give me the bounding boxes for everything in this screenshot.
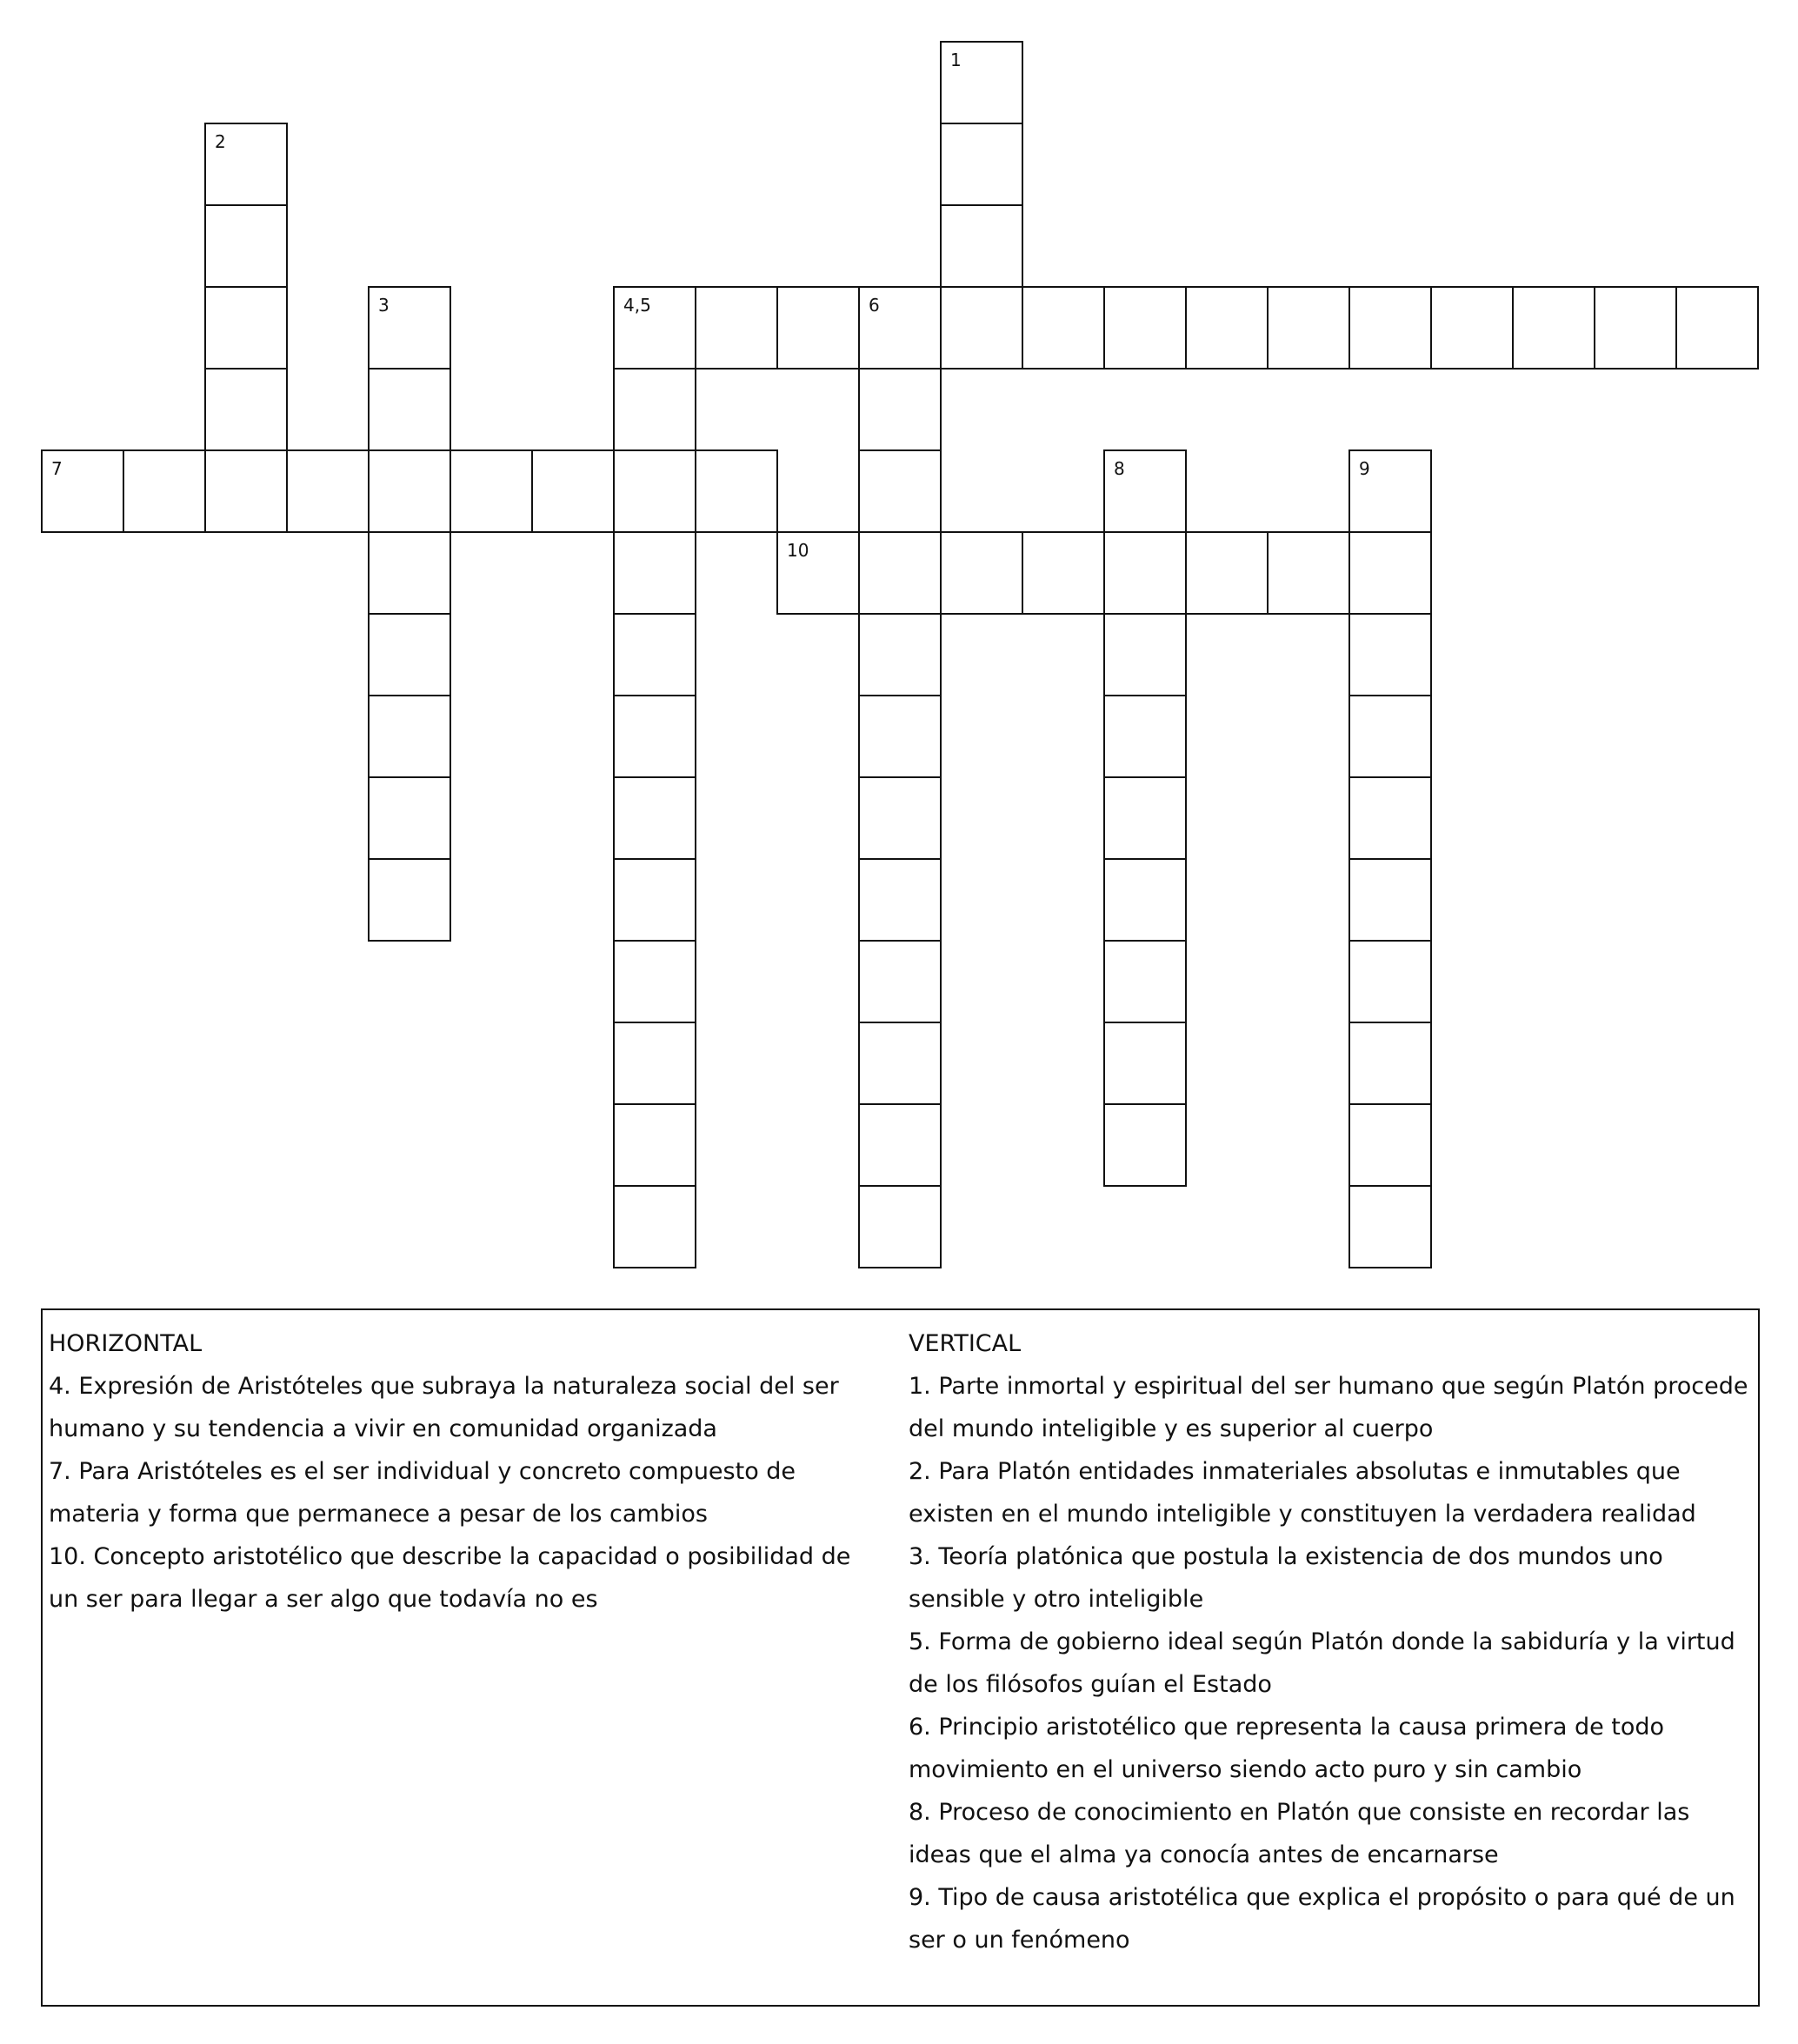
crossword-cell[interactable] xyxy=(1267,531,1350,615)
clues-box xyxy=(41,1308,1760,2007)
crossword-cell[interactable] xyxy=(368,286,451,370)
crossword-cell[interactable] xyxy=(204,204,288,288)
crossword-cell[interactable] xyxy=(613,858,696,942)
crossword-cell[interactable] xyxy=(368,776,451,860)
crossword-cell[interactable] xyxy=(858,695,942,778)
crossword-cell[interactable] xyxy=(1103,449,1187,533)
crossword-cell[interactable] xyxy=(204,368,288,451)
crossword-cell[interactable] xyxy=(531,449,615,533)
crossword-cell[interactable] xyxy=(123,449,206,533)
crossword-cell[interactable] xyxy=(1103,940,1187,1023)
clue-number: 7 xyxy=(51,458,63,479)
clue-number: 6 xyxy=(869,295,880,316)
crossword-cell[interactable] xyxy=(1348,449,1432,533)
crossword-cell[interactable] xyxy=(858,940,942,1023)
crossword-cell[interactable] xyxy=(1103,695,1187,778)
crossword-cell[interactable] xyxy=(776,531,860,615)
clue-horizontal-7: 7. Para Aristóteles es el ser individual y concreto compuesto de materia y forma que permanece a pesar de los cambios xyxy=(49,1458,796,1528)
crossword-cell[interactable] xyxy=(613,1103,696,1187)
crossword-cell[interactable] xyxy=(613,286,696,370)
crossword-cell[interactable] xyxy=(1103,858,1187,942)
crossword-cell[interactable] xyxy=(368,531,451,615)
clue-vertical-1: 1. Parte inmortal y espiritual del ser humano que según Platón procede del mundo inteligible y es superior al cuerpo xyxy=(909,1373,1748,1442)
clue-number: 4,5 xyxy=(623,295,651,316)
crossword-cell[interactable] xyxy=(1185,531,1269,615)
crossword-cell[interactable] xyxy=(41,449,124,533)
crossword-cell[interactable] xyxy=(204,449,288,533)
crossword-cell[interactable] xyxy=(940,204,1023,288)
crossword-cell[interactable] xyxy=(368,858,451,942)
clue-number: 2 xyxy=(215,131,226,152)
vertical-heading: VERTICAL xyxy=(909,1330,1022,1357)
crossword-cell[interactable] xyxy=(858,776,942,860)
crossword-cell[interactable] xyxy=(613,449,696,533)
crossword-cell[interactable] xyxy=(858,1103,942,1187)
crossword-cell[interactable] xyxy=(1348,1022,1432,1105)
crossword-cell[interactable] xyxy=(1348,286,1432,370)
clue-horizontal-4: 4. Expresión de Aristóteles que subraya la naturaleza social del ser humano y su tendencia a vivir en comunidad organizada xyxy=(49,1373,839,1442)
clue-vertical-5: 5. Forma de gobierno ideal según Platón donde la sabiduría y la virtud de los filósofos guían el Estado xyxy=(909,1628,1735,1698)
crossword-cell[interactable] xyxy=(940,286,1023,370)
crossword-cell[interactable] xyxy=(368,695,451,778)
crossword-cell[interactable] xyxy=(1348,613,1432,696)
crossword-cell[interactable] xyxy=(1348,531,1432,615)
crossword-cell[interactable] xyxy=(286,449,370,533)
crossword-cell[interactable] xyxy=(1348,1103,1432,1187)
crossword-cell[interactable] xyxy=(776,286,860,370)
crossword-cell[interactable] xyxy=(613,531,696,615)
crossword-cell[interactable] xyxy=(940,531,1023,615)
crossword-cell[interactable] xyxy=(1022,286,1105,370)
clue-vertical-3: 3. Teoría platónica que postula la existencia de dos mundos uno sensible y otro inteligible xyxy=(909,1543,1663,1613)
crossword-cell[interactable] xyxy=(1103,286,1187,370)
crossword-cell[interactable] xyxy=(613,695,696,778)
crossword-cell[interactable] xyxy=(858,613,942,696)
crossword-cell[interactable] xyxy=(613,368,696,451)
crossword-cell[interactable] xyxy=(858,368,942,451)
crossword-cell[interactable] xyxy=(695,286,778,370)
crossword-cell[interactable] xyxy=(1103,531,1187,615)
crossword-cell[interactable] xyxy=(1348,1185,1432,1268)
clue-number: 1 xyxy=(950,50,962,70)
crossword-cell[interactable] xyxy=(858,286,942,370)
crossword-cell[interactable] xyxy=(613,1022,696,1105)
crossword-cell[interactable] xyxy=(613,940,696,1023)
crossword-cell[interactable] xyxy=(613,613,696,696)
crossword-cell[interactable] xyxy=(450,449,533,533)
clue-number: 8 xyxy=(1114,458,1125,479)
crossword-cell[interactable] xyxy=(1103,776,1187,860)
clue-vertical-8: 8. Proceso de conocimiento en Platón que consiste en recordar las ideas que el alma ya conocía antes de encarnarse xyxy=(909,1799,1690,1868)
crossword-cell[interactable] xyxy=(858,1022,942,1105)
crossword-cell[interactable] xyxy=(1267,286,1350,370)
crossword-cell[interactable] xyxy=(1103,613,1187,696)
horizontal-heading: HORIZONTAL xyxy=(49,1330,203,1357)
crossword-cell[interactable] xyxy=(1022,531,1105,615)
crossword-cell[interactable] xyxy=(613,1185,696,1268)
crossword-cell[interactable] xyxy=(858,531,942,615)
crossword-cell[interactable] xyxy=(1675,286,1759,370)
clue-horizontal-10: 10. Concepto aristotélico que describe la capacidad o posibilidad de un ser para llegar a ser algo que todavía no es xyxy=(49,1543,851,1613)
crossword-cell[interactable] xyxy=(204,286,288,370)
crossword-cell[interactable] xyxy=(368,368,451,451)
clue-number: 9 xyxy=(1359,458,1370,479)
crossword-cell[interactable] xyxy=(858,449,942,533)
crossword-cell[interactable] xyxy=(1512,286,1595,370)
crossword-cell[interactable] xyxy=(1103,1103,1187,1187)
crossword-cell[interactable] xyxy=(368,449,451,533)
crossword-cell[interactable] xyxy=(1594,286,1677,370)
crossword-cell[interactable] xyxy=(204,123,288,206)
clue-vertical-6: 6. Principio aristotélico que representa la causa primera de todo movimiento en el universo siendo acto puro y sin cambio xyxy=(909,1714,1665,1783)
crossword-cell[interactable] xyxy=(940,41,1023,124)
crossword-cell[interactable] xyxy=(1430,286,1514,370)
clue-number: 10 xyxy=(787,540,809,561)
clue-number: 3 xyxy=(378,295,390,316)
horizontal-clues xyxy=(49,1322,888,1621)
vertical-clues xyxy=(909,1322,1752,1961)
crossword-cell[interactable] xyxy=(1348,776,1432,860)
clue-vertical-2: 2. Para Platón entidades inmateriales absolutas e inmutables que existen en el mundo inteligible y constituyen la verdadera realidad xyxy=(909,1458,1696,1528)
crossword-cell[interactable] xyxy=(858,1185,942,1268)
crossword-cell[interactable] xyxy=(695,449,778,533)
crossword-cell[interactable] xyxy=(613,776,696,860)
crossword-cell[interactable] xyxy=(368,613,451,696)
crossword-cell[interactable] xyxy=(858,858,942,942)
crossword-cell[interactable] xyxy=(1348,858,1432,942)
crossword-cell[interactable] xyxy=(1348,940,1432,1023)
crossword-cell[interactable] xyxy=(1348,695,1432,778)
clue-vertical-9: 9. Tipo de causa aristotélica que explica el propósito o para qué de un ser o un fenómeno xyxy=(909,1884,1735,1954)
crossword-cell[interactable] xyxy=(940,123,1023,206)
crossword-cell[interactable] xyxy=(1103,1022,1187,1105)
crossword-cell[interactable] xyxy=(1185,286,1269,370)
